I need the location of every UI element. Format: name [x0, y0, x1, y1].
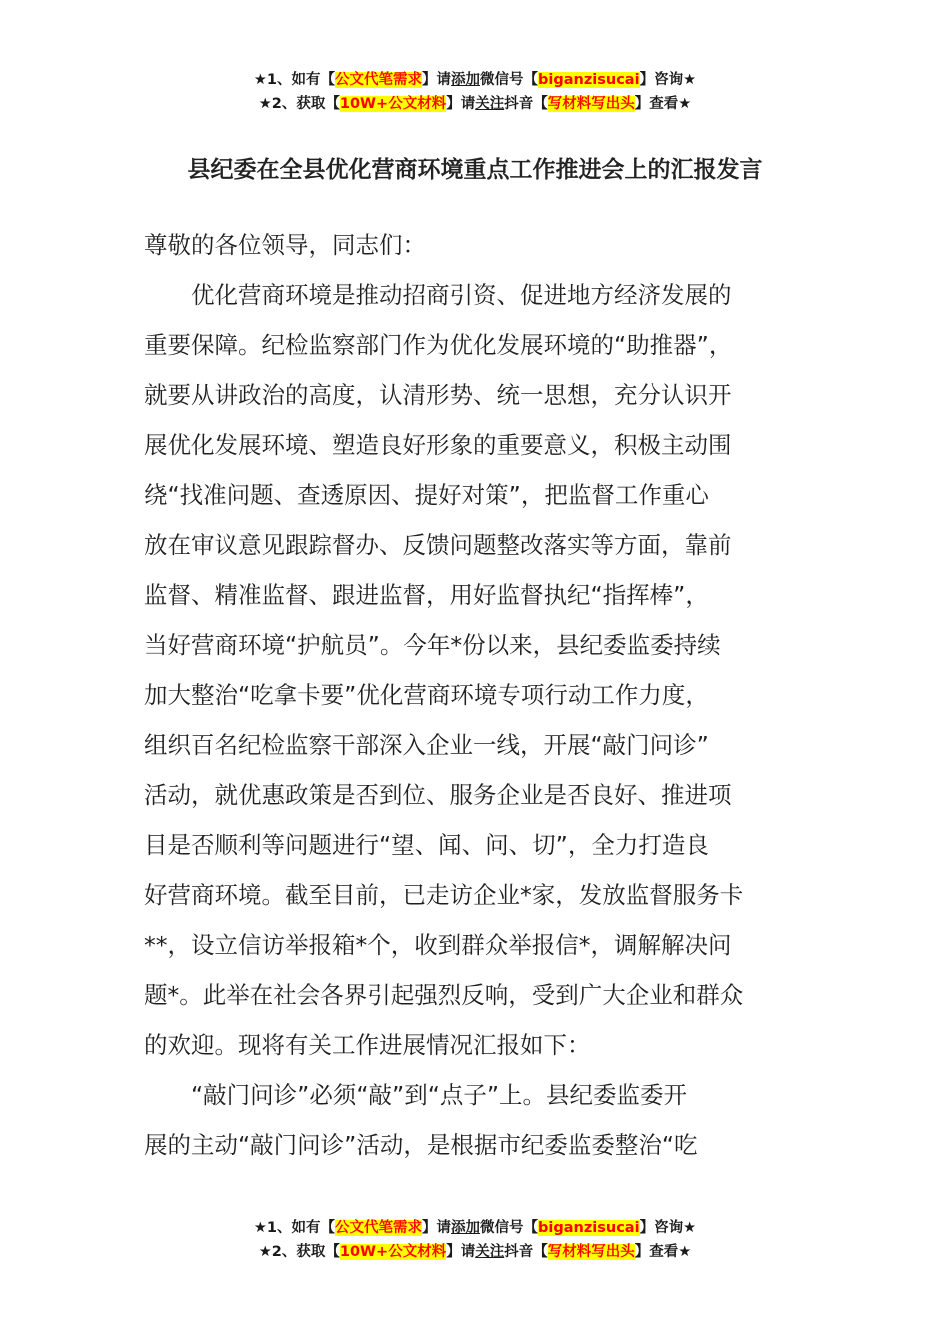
- promo-douyin-id: 写材料写出头: [547, 96, 635, 112]
- promo-text: 微信号【: [480, 72, 539, 88]
- promo-footer: [0, 1216, 950, 1264]
- body-line: 重要保障。纪检监察部门作为优化发展环境的“助推器”，: [144, 331, 733, 359]
- body-line: 就要从讲政治的高度，认清形势、统一思想，充分认识开: [144, 381, 732, 409]
- promo-text: 】咨询★: [639, 1220, 697, 1236]
- promo-text: 微信号【: [480, 1220, 539, 1236]
- body-line: 尊敬的各位领导，同志们：: [144, 231, 426, 259]
- promo-text: 】查看★: [634, 96, 692, 112]
- promo-underlined: 关注: [475, 1244, 505, 1260]
- promo-line-1: [0, 68, 950, 92]
- body-line: 展优化发展环境、塑造良好形象的重要意义，积极主动围: [144, 431, 732, 459]
- promo-text: 】查看★: [634, 1244, 692, 1260]
- body-line: **，设立信访举报箱*个，收到群众举报信*，调解解决问: [144, 931, 732, 959]
- promo-highlight: 10W+公文材料: [339, 96, 447, 112]
- promo-highlight: 公文代笔需求: [335, 72, 423, 88]
- promo-underlined: 添加: [451, 1220, 481, 1236]
- promo-highlight: 10W+公文材料: [339, 1244, 447, 1260]
- document-body: [144, 220, 804, 1170]
- promo-line-1: [0, 1216, 950, 1240]
- body-line: 绕“找准问题、查透原因、提好对策”，把监督工作重心: [144, 481, 709, 509]
- promo-text: ★2、获取【: [258, 96, 340, 112]
- promo-douyin-id: 写材料写出头: [547, 1244, 635, 1260]
- promo-text: 抖音【: [504, 96, 548, 112]
- promo-underlined: 添加: [451, 72, 481, 88]
- body-line: 活动，就优惠政策是否到位、服务企业是否良好、推进项: [144, 781, 732, 809]
- promo-text: ★1、如有【: [253, 72, 336, 88]
- body-line: 加大整治“吃拿卡要”优化营商环境专项行动工作力度，: [144, 681, 709, 709]
- body-line: 好营商环境。截至目前，已走访企业*家，发放监督服务卡: [144, 881, 744, 909]
- document-title: 县纪委在全县优化营商环境重点工作推进会上的汇报发言: [187, 157, 763, 183]
- body-line: 监督、精准监督、跟进监督，用好监督执纪“指挥棒”，: [144, 581, 709, 609]
- promo-text: 抖音【: [504, 1244, 548, 1260]
- promo-line-2: [0, 92, 950, 116]
- promo-text: 】请: [446, 1244, 476, 1260]
- body-line: 当好营商环境“护航员”。今年*份以来，县纪委监委持续: [144, 631, 721, 659]
- promo-line-2: [0, 1240, 950, 1264]
- promo-highlight: 公文代笔需求: [335, 1220, 423, 1236]
- body-line: 的欢迎。现将有关工作进展情况汇报如下：: [144, 1031, 591, 1059]
- promo-text: 】请: [446, 96, 476, 112]
- promo-text: ★1、如有【: [253, 1220, 336, 1236]
- promo-text: 】请: [422, 1220, 452, 1236]
- promo-wechat-id: biganzisucai: [538, 72, 640, 88]
- promo-text: 】咨询★: [639, 72, 697, 88]
- body-line: 放在审议意见跟踪督办、反馈问题整改落实等方面，靠前: [144, 531, 732, 559]
- body-line: 优化营商环境是推动招商引资、促进地方经济发展的: [144, 281, 732, 309]
- body-line: 组织百名纪检监察干部深入企业一线，开展“敲门问诊”: [144, 731, 709, 759]
- promo-header: [0, 68, 950, 116]
- promo-text: ★2、获取【: [258, 1244, 340, 1260]
- promo-underlined: 关注: [475, 96, 505, 112]
- body-line: 题*。此举在社会各界引起强烈反响，受到广大企业和群众: [144, 981, 744, 1009]
- body-line: 展的主动“敲门问诊”活动，是根据市纪委监委整治“吃: [144, 1131, 698, 1159]
- promo-text: 】请: [422, 72, 452, 88]
- body-line: “敲门问诊”必须“敲”到“点子”上。县纪委监委开: [144, 1081, 688, 1109]
- promo-wechat-id: biganzisucai: [538, 1220, 640, 1236]
- body-line: 目是否顺利等问题进行“望、闻、问、切”，全力打造良: [144, 831, 709, 859]
